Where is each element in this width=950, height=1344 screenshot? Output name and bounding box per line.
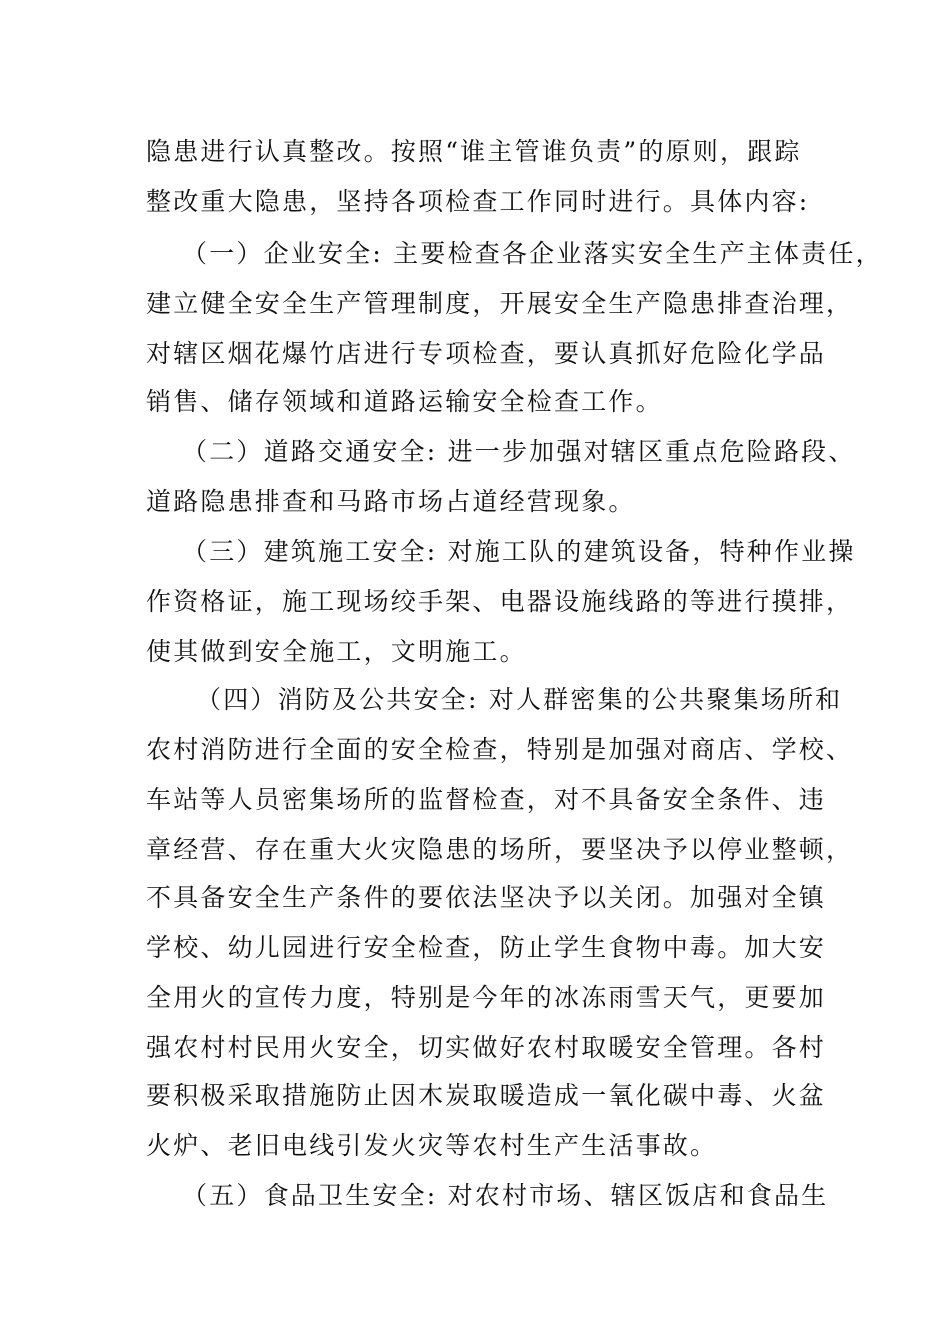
text-line: 销售、储存领域和道路运输安全检查工作。 [146,387,663,416]
text-line: 道路隐患排查和马路市场占道经营现象。 [146,487,636,516]
text-line: 对辖区烟花爆竹店进行专项检查，要认真抓好危险化学品 [146,339,827,368]
text-line: 强农村村民用火安全，切实做好农村取暖安全管理。各村 [146,1033,827,1062]
text-line: 学校、幼儿园进行安全检查，防止学生食物中毒。加大安 [146,933,827,962]
text-line: 车站等人员密集场所的监督检查，对不具备安全条件、违 [146,785,827,814]
text-line: 使其做到安全施工，文明施工。 [146,637,527,666]
text-line: 要积极采取措施防止因木炭取暖造成一氧化碳中毒、火盆 [146,1081,827,1110]
text-line: （三）建筑施工安全: 对施工队的建筑设备，特种作业操 [182,537,856,566]
text-line: 整改重大隐患，坚持各项检查工作同时进行。具体内容: [146,187,810,216]
text-line: 火炉、老旧电线引发火灾等农村生产生活事故。 [146,1131,718,1160]
text-line: 建立健全安全生产管理制度，开展安全生产隐患排查治理， [146,289,854,318]
text-line: 隐患进行认真整改。按照“谁主管谁负责”的原则，跟踪 [146,137,802,166]
text-line: 章经营、存在重大火灾隐患的场所，要坚决予以停业整顿， [146,835,854,864]
text-line: 不具备安全生产条件的要依法坚决予以关闭。加强对全镇 [146,883,827,912]
text-line: （二）道路交通安全: 进一步加强对辖区重点危险路段、 [182,437,856,466]
text-line: （五）食品卫生安全: 对农村市场、辖区饭店和食品生 [182,1181,829,1210]
text-line: （四）消防及公共安全: 对人群密集的公共聚集场所和 [196,685,843,714]
text-line: （一）企业安全: 主要检查各企业落实安全生产主体责任， [182,239,883,268]
text-line: 全用火的宣传力度，特别是今年的冰冻雨雪天气，更要加 [146,983,827,1012]
text-line: 作资格证，施工现场绞手架、电器设施线路的等进行摸排， [146,587,854,616]
text-line: 农村消防进行全面的安全检查，特别是加强对商店、学校、 [146,735,854,764]
